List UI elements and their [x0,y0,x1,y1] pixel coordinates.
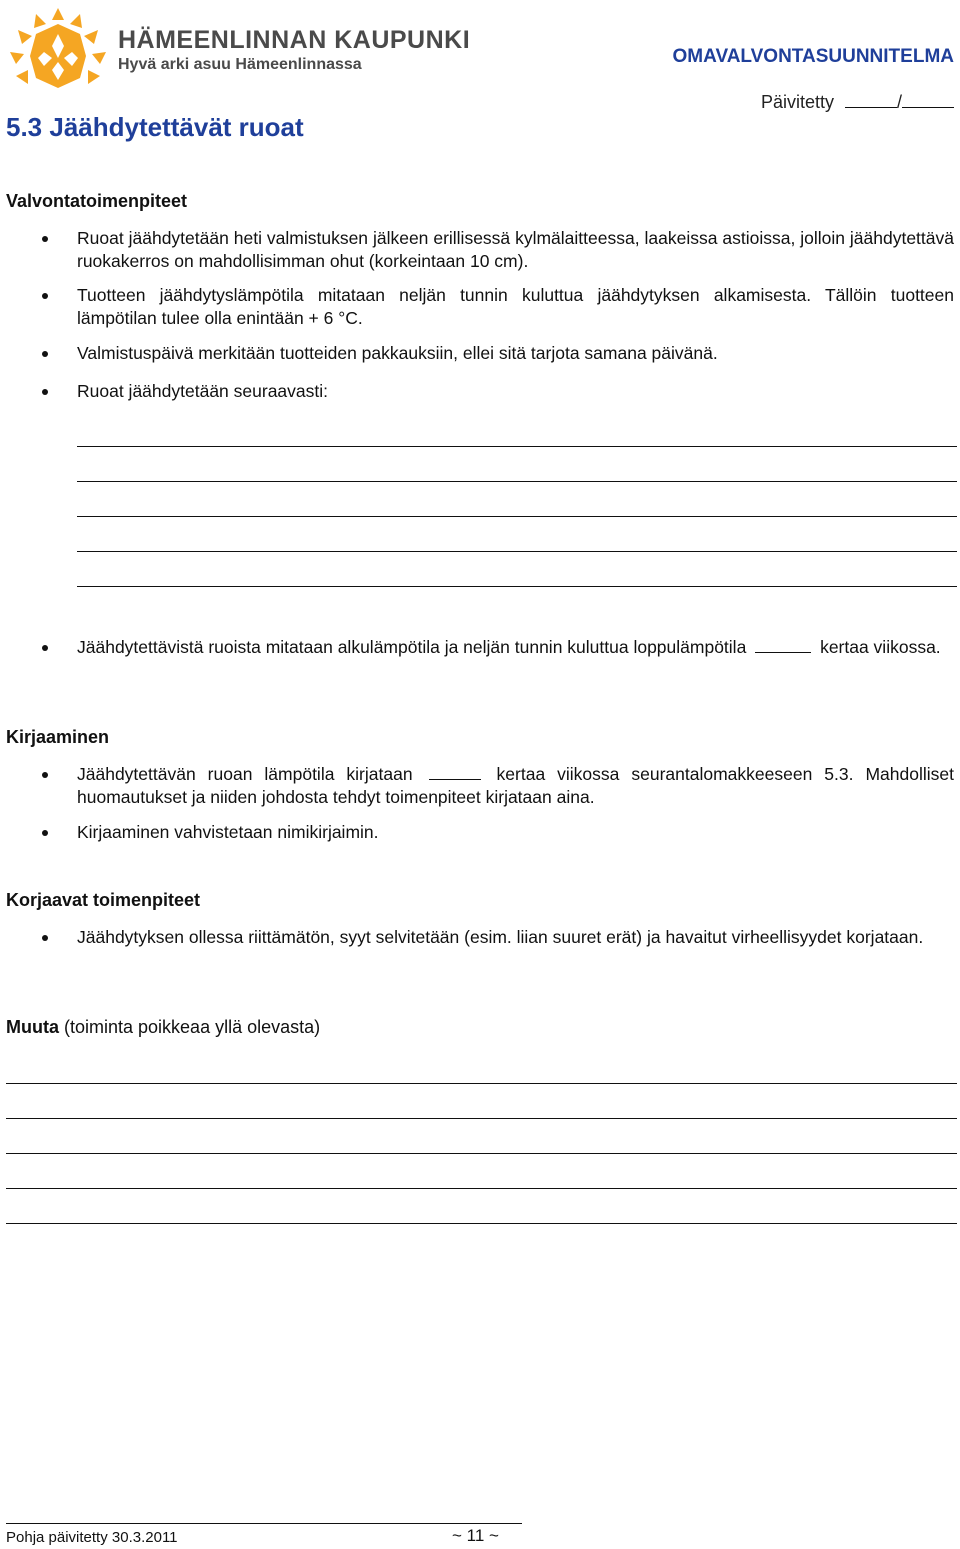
list-item: Jäähdytyksen ollessa riittämätön, syyt selvitetään (esim. liian suuret erät) ja havaitut virheellisyydet korjataan. [77,927,924,947]
recording-text-after: kertaa viikossa seurantalomakkeeseen 5.3. Mahdolliset huomautukset ja niiden johdosta tehdyt toimenpiteet kirjataan aina. [77,764,954,807]
writing-line[interactable] [77,516,957,517]
writing-line[interactable] [6,1188,957,1189]
writing-line[interactable] [77,446,957,447]
bullet-icon [40,933,50,943]
page-heading: 5.3 Jäähdytettävät ruoat [6,112,304,142]
writing-line[interactable] [77,586,957,587]
measurement-text-before: Jäähdytettävistä ruoista mitataan alkulämpötila ja neljän tunnin kuluttua loppulämpötila [77,637,747,657]
bullet-icon [40,349,50,359]
bullet-icon [40,770,50,780]
bullet-icon [40,643,50,653]
updated-day-blank[interactable] [845,91,897,108]
writing-line[interactable] [77,481,957,482]
logo-name: HÄMEENLINNAN KAUPUNKI [118,26,471,54]
section-heading-korjaavat: Korjaavat toimenpiteet [6,890,201,910]
list-item-measurement [77,636,954,659]
recording-text-before: Jäähdytettävän ruoan lämpötila kirjataan [77,764,413,784]
muuta-heading-rest: (toiminta poikkeaa yllä olevasta) [59,1017,321,1037]
bullet-icon [40,828,50,838]
muuta-heading-bold: Muuta [6,1017,59,1037]
bullet-icon [40,234,50,244]
writing-line[interactable] [6,1223,957,1224]
page-number: ~ 11 ~ [452,1526,499,1545]
section-heading-kirjaaminen: Kirjaaminen [6,727,110,747]
document-title: OMAVALVONTASUUNNITELMA [672,46,954,67]
list-item: Valmistuspäivä merkitään tuotteiden pakkauksiin, ellei sitä tarjota samana päivänä. [77,343,718,363]
logo-tagline: Hyvä arki asuu Hämeenlinnassa [118,56,362,73]
list-item: Ruoat jäähdytetään seuraavasti: [77,381,328,401]
list-item-recording [77,763,954,809]
updated-field [761,91,954,113]
measurement-text-after: kertaa viikossa. [820,637,941,657]
list-item: Ruoat jäähdytetään heti valmistuksen jälkeen erillisessä kylmälaitteessa, laakeissa astioissa, jolloin jäähdytettävä ruokakerros on mahdollisimman ohut (korkeintaan 10 cm). [77,228,954,271]
section-heading-muuta [6,1017,320,1038]
bullet-icon [40,387,50,397]
footer-divider [6,1523,522,1524]
bullet-icon [40,291,50,301]
updated-month-blank[interactable] [902,91,954,108]
writing-line[interactable] [6,1083,957,1084]
updated-separator: / [896,92,902,112]
list-item: Tuotteen jäähdytyslämpötila mitataan neljän tunnin kuluttua jäähdytyksen alkamisesta. Tällöin tuotteen lämpötilan tulee olla enintään + 6 °C. [77,285,954,328]
section-heading-valvonta: Valvontatoimenpiteet [6,191,188,211]
writing-line[interactable] [6,1118,957,1119]
footer-updated: Pohja päivitetty 30.3.2011 [6,1529,178,1546]
updated-label: Päivitetty [760,92,834,112]
writing-line[interactable] [6,1153,957,1154]
sun-emblem-icon [6,4,110,96]
list-item: Kirjaaminen vahvistetaan nimikirjaimin. [77,822,379,842]
recording-frequency-blank[interactable] [429,763,481,780]
writing-line[interactable] [77,551,957,552]
measurement-frequency-blank[interactable] [755,636,811,653]
